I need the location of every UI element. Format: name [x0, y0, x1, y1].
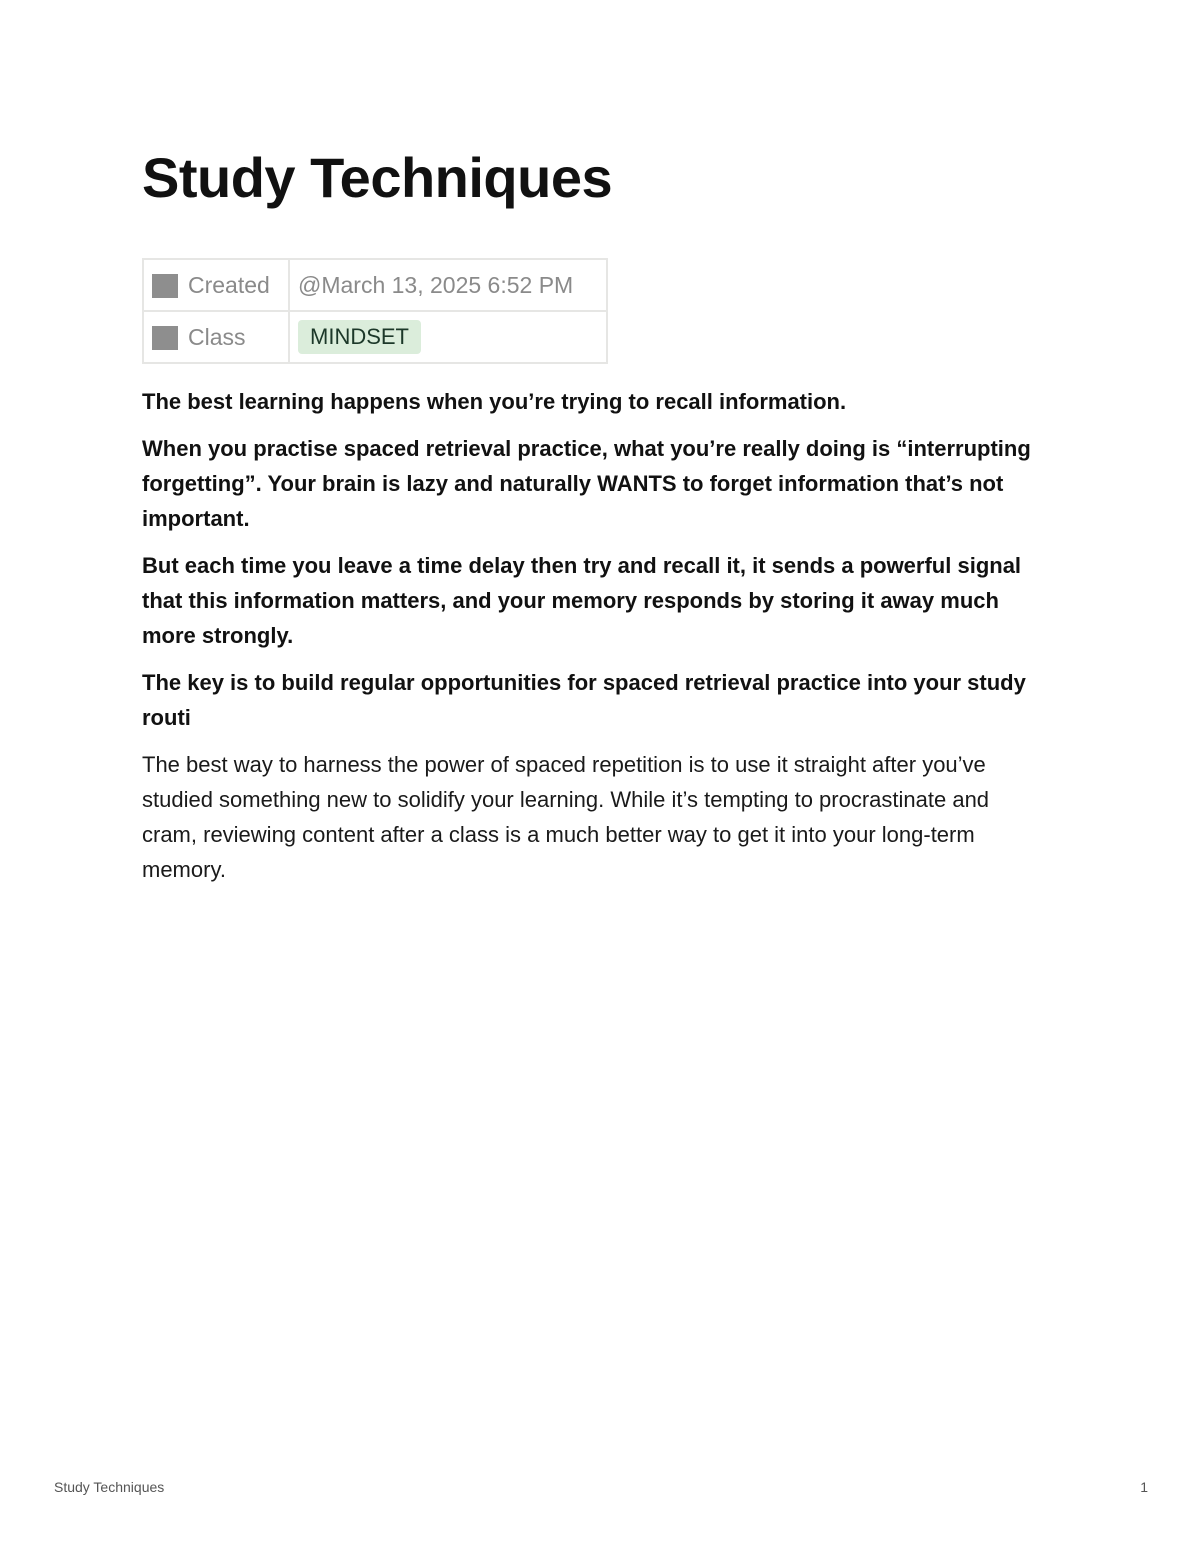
- paragraph: But each time you leave a time delay then try and recall it, it sends a powerful signal that this information matters, and your memory responds by storing it away much more strongly.: [142, 553, 1022, 648]
- property-key-class: [143, 311, 289, 363]
- property-key-label: Created: [188, 271, 270, 298]
- page-content: [142, 384, 1042, 899]
- property-key-label: Class: [188, 323, 246, 350]
- property-value-class: [289, 311, 607, 363]
- page-title: Study Techniques: [142, 146, 613, 209]
- footer-page-number: 1: [1140, 1479, 1148, 1495]
- property-value-created: @March 13, 2025 6:52 PM: [289, 259, 607, 311]
- property-icon: [152, 274, 178, 298]
- property-icon: [152, 326, 178, 350]
- property-row-created: [143, 259, 607, 311]
- footer-document-title: Study Techniques: [54, 1479, 165, 1495]
- property-key-created: [143, 259, 289, 311]
- paragraph: When you practise spaced retrieval practice, what you’re really doing is “interrupting forgetting”. Your brain is lazy and naturally WANTS to forget information that’s not important.: [142, 436, 1031, 531]
- class-tag: MINDSET: [298, 320, 421, 354]
- properties-table: [142, 258, 608, 364]
- property-row-class: [143, 311, 607, 363]
- paragraph: The key is to build regular opportunities for spaced retrieval practice into your study routi: [142, 670, 1026, 730]
- paragraph: The best way to harness the power of spaced repetition is to use it straight after you’ve studied something new to solidify your learning. While it’s tempting to procrastinate and cram, reviewing content after a class is a much better way to get it into your long-term memory.: [142, 752, 990, 882]
- paragraph: The best learning happens when you’re trying to recall information.: [142, 389, 847, 414]
